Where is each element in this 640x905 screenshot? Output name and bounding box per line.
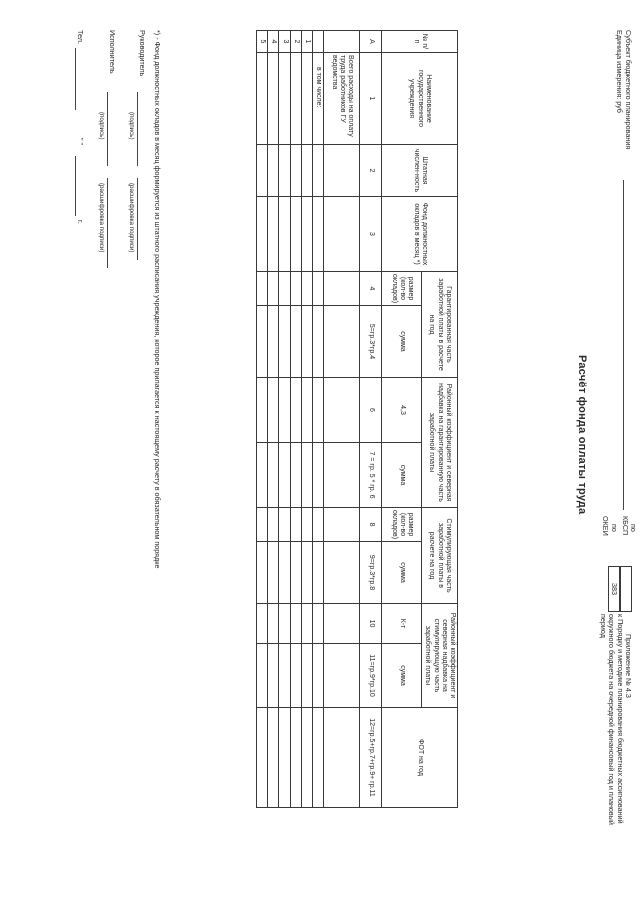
col-header-institution: Наименование государственного учреждения: [382, 53, 458, 145]
row-num: 2: [290, 31, 301, 53]
table-row: [268, 31, 279, 808]
col-number: 9=гр.3*гр.8: [360, 542, 382, 604]
col-number: 3: [360, 197, 382, 272]
row-name: [301, 53, 312, 145]
row-num: [312, 31, 323, 53]
head-sign-line: [137, 92, 138, 166]
col-number: 11=гр.9*гр.10: [360, 644, 382, 708]
col-header-num: № п/п: [382, 31, 458, 53]
head-decode-line: [137, 178, 138, 260]
row-name: [279, 53, 290, 145]
table-row: [279, 31, 290, 808]
table-col-numbers-row: [360, 31, 382, 808]
footnote: *) - Фонд должностных окладов в месяц формируется из штатного расписания учреждения, которое прилагается к настоящему расчету в обязательном порядке: [153, 30, 162, 569]
head-label: Руководитель: [138, 30, 147, 77]
row-name: [256, 53, 267, 145]
table-row-incl: [312, 31, 323, 808]
page-title: Расчёт фонда оплаты труда: [576, 355, 588, 515]
col-number: 4: [360, 272, 382, 306]
executor-sign-caption: (подпись): [98, 112, 105, 140]
appendix-line-1: к Порядку и методике планирования бюджетных ассигнований: [615, 614, 625, 824]
col-number: 8: [360, 508, 382, 542]
table-header-row: [422, 31, 458, 808]
subheader-size-1: размер (кол-во окладов): [382, 272, 422, 306]
table-row: [301, 31, 312, 808]
code-okei-box: 383: [608, 566, 621, 612]
executor-decode-line: [107, 178, 108, 268]
row-name: в том числе:: [312, 53, 323, 145]
code-kbsp-prefix: по: [629, 524, 638, 532]
col-number: 12=гр.5+гр.7+гр.9+ гр.11: [360, 708, 382, 808]
phone-line: [75, 48, 76, 110]
subheader-sum-2: сумма: [382, 443, 422, 508]
code-okei-prefix: по: [610, 524, 619, 532]
subheader-size-2: размер (кол-во окладов): [382, 508, 422, 542]
executor-sign-line: [107, 92, 108, 166]
col-number: 6: [360, 378, 382, 443]
executor-label: Исполнитель: [108, 30, 117, 74]
row-num: 4: [268, 31, 279, 53]
table-row: [256, 31, 267, 808]
row-name: Всего расходы на оплату труда работников ГУ ведомства: [324, 53, 360, 145]
col-number: 2: [360, 145, 382, 197]
row-num: 3: [279, 31, 290, 53]
head-decode-caption: (расшифровка подписи): [128, 183, 135, 253]
appendix-line-3: период: [598, 614, 608, 638]
col-number: 10: [360, 604, 382, 644]
col-header-stimulating: Стимулирующая часть заработной платы в расчете на год: [422, 508, 458, 604]
phone-label: Тел.: [76, 30, 85, 44]
table-row-total: [324, 31, 360, 808]
appendix-block: [598, 614, 632, 904]
subheader-coef: 4,3: [382, 378, 422, 443]
row-name: [268, 53, 279, 145]
unit-label: Единица измерения: руб: [615, 30, 624, 113]
subheader-sum-1: сумма: [382, 306, 422, 378]
code-kbsp-label: КБСП: [621, 516, 630, 536]
col-number: 5=гр.3*гр.4: [360, 306, 382, 378]
col-number: 7 = гр. 5 * гр. 6: [360, 443, 382, 508]
col-header-staff: Штатная числен-ность: [382, 145, 458, 197]
head-sign-caption: (подпись): [128, 112, 135, 140]
appendix-title: Приложение № 4.3: [624, 634, 633, 698]
date-quote: " ": [76, 138, 85, 146]
date-line: [75, 156, 76, 216]
code-okei-label: ОКЕИ: [601, 516, 610, 536]
executor-decode-caption: (расшифровка подписи): [98, 183, 105, 253]
row-num: [324, 31, 360, 53]
subheader-sum-4: сумма: [382, 644, 422, 708]
col-header-fot: ФОТ на год: [382, 708, 458, 808]
appendix-line-2: окружного бюджета на очередной финансовый год и плановый: [607, 614, 617, 825]
col-header-regional-stimulating: Районный коэффициент и северная надбавка на стимулирующую часть заработной платы: [422, 604, 458, 708]
row-num: 5: [256, 31, 267, 53]
subheader-kt: К-т: [382, 604, 422, 644]
row-num: 1: [301, 31, 312, 53]
col-number: А: [360, 31, 382, 53]
table-row: [290, 31, 301, 808]
col-header-guaranteed: Гарантированная часть заработной платы в расчете на год: [422, 272, 458, 378]
subject-underline: [623, 180, 624, 510]
subject-label: Субъект бюджетного планирования: [624, 30, 633, 150]
col-number: 1: [360, 53, 382, 145]
subheader-sum-3: сумма: [382, 542, 422, 604]
row-name: [290, 53, 301, 145]
col-header-regional-guaranteed: Районный коэффициент и северная надбавка на гарантированную часть заработной платы: [422, 378, 458, 508]
col-header-fund: Фонд должностных окладов в месяц *): [382, 197, 458, 272]
year-suffix: г.: [76, 220, 85, 224]
payroll-table: [256, 30, 458, 808]
